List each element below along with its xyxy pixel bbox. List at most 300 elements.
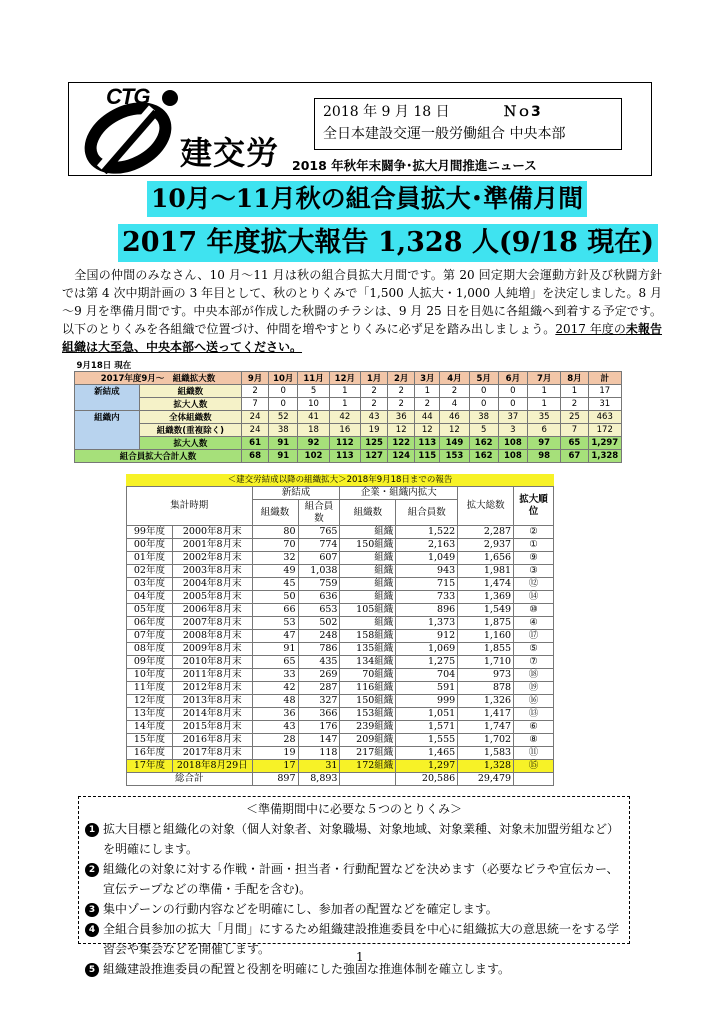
table2-row: [127, 591, 554, 604]
table2-row: [127, 708, 554, 721]
month-header: 2月: [388, 372, 415, 385]
fiscal-year: 16年度: [127, 747, 173, 760]
inside-orgs: 239組織: [340, 721, 396, 734]
table1-cell: 1: [415, 385, 440, 398]
rank: ⑲: [514, 682, 554, 695]
task-text: 集中ゾーンの行動内容などを明確にし、参加者の配置などを確定します。: [103, 902, 498, 916]
task-number-icon: 5: [85, 963, 99, 977]
new-orgs: 19: [252, 747, 298, 760]
new-members: 287: [298, 682, 340, 695]
period-date: 2012年8月末: [172, 682, 252, 695]
rank: ⑤: [514, 643, 554, 656]
newsletter-subtitle: 2018 年秋年末闘争･拡大月間推進ニュース: [292, 158, 537, 173]
group-label: 新結成: [75, 385, 140, 411]
rank: ⑪: [514, 747, 554, 760]
inside-members: 1,049: [396, 552, 458, 565]
table1-row: [75, 424, 622, 437]
inside-orgs: 150組織: [340, 695, 396, 708]
rank: ①: [514, 539, 554, 552]
period-date: 2001年8月末: [172, 539, 252, 552]
month-header: 8月: [561, 372, 588, 385]
rank: ③: [514, 565, 554, 578]
table1-header-label: 2017年度9月～ 組織拡大数: [75, 372, 242, 385]
rank: ⑫: [514, 578, 554, 591]
month-header: 6月: [498, 372, 527, 385]
table1-total-row: [75, 450, 622, 463]
fiscal-year: 03年度: [127, 578, 173, 591]
table1-cell: 0: [469, 398, 498, 411]
rank: ⑨: [514, 552, 554, 565]
new-orgs: 49: [252, 565, 298, 578]
headline-banner-2: 2017 年度拡大報告 1,328 人(9/18 現在): [118, 224, 658, 262]
new-members: 502: [298, 617, 340, 630]
rank: ④: [514, 617, 554, 630]
total-count: 1,326: [458, 695, 514, 708]
table2-row: [127, 526, 554, 539]
inside-orgs: 172組織: [340, 760, 396, 773]
sum-rank: [514, 773, 554, 786]
inside-members: 715: [396, 578, 458, 591]
preparation-tasks-box: [78, 796, 630, 976]
new-members: 118: [298, 747, 340, 760]
fiscal-year: 17年度: [127, 760, 173, 773]
monthly-expansion-table: [74, 359, 622, 463]
table1-cell: 25: [561, 411, 588, 424]
table1-cell: 10: [298, 398, 329, 411]
inside-orgs: 158組織: [340, 630, 396, 643]
task-number-icon: 1: [85, 823, 99, 837]
new-orgs: 50: [252, 591, 298, 604]
fiscal-year: 15年度: [127, 734, 173, 747]
rank: ⑧: [514, 734, 554, 747]
row-label: 組織数(重複除く): [139, 424, 241, 437]
intro-bold-request: 未報告組織は大至急、中央本部へ送ってください。: [62, 322, 662, 354]
inside-members: 1,465: [396, 747, 458, 760]
period-date: 2008年8月末: [172, 630, 252, 643]
new-members: 147: [298, 734, 340, 747]
table1-cell: 2: [388, 398, 415, 411]
table2-row: [127, 734, 554, 747]
inside-members: 1,373: [396, 617, 458, 630]
inside-orgs: 150組織: [340, 539, 396, 552]
period-date: 2002年8月末: [172, 552, 252, 565]
task-text: 拡大目標と組織化の対象（個人対象者、対象職場、対象地域、対象業種、対象未加盟労組など）を明確にします。: [103, 822, 620, 856]
table1-cell: 61: [242, 437, 269, 450]
inside-members: 999: [396, 695, 458, 708]
inside-orgs: 組織: [340, 565, 396, 578]
period-date: 2017年8月末: [172, 747, 252, 760]
total-count: 1,417: [458, 708, 514, 721]
header-new: 新結成: [252, 487, 340, 500]
table1-cell: 1: [527, 385, 560, 398]
new-orgs: 28: [252, 734, 298, 747]
new-orgs: 45: [252, 578, 298, 591]
fiscal-year: 00年度: [127, 539, 173, 552]
table1-cell: 24: [242, 411, 269, 424]
intro-underline: 2017 年度の: [555, 322, 626, 336]
new-members: 176: [298, 721, 340, 734]
table1-cell: 97: [527, 437, 560, 450]
table2-header-row-1: [127, 487, 554, 500]
table1-cell: 5: [298, 385, 329, 398]
table1-cell: 7: [561, 424, 588, 437]
task-number-icon: 4: [85, 923, 99, 937]
inside-members: 1,051: [396, 708, 458, 721]
period-date: 2014年8月末: [172, 708, 252, 721]
table1-cell: 7: [242, 398, 269, 411]
period-date: 2010年8月末: [172, 656, 252, 669]
table2-row: [127, 630, 554, 643]
new-orgs: 17: [252, 760, 298, 773]
sum-total: 29,479: [458, 773, 514, 786]
org-short-name: 建交労: [180, 134, 280, 172]
table1-cell: 162: [469, 437, 498, 450]
page-number: 1: [356, 950, 364, 964]
inside-orgs: 116組織: [340, 682, 396, 695]
table1-cell: 18: [298, 424, 329, 437]
inside-orgs: 153組織: [340, 708, 396, 721]
org-full-name: 全日本建設交運一般労働組合 中央本部: [323, 126, 566, 142]
table1-cell: 125: [361, 437, 388, 450]
rank: ⑱: [514, 669, 554, 682]
rank: ⑯: [514, 695, 554, 708]
period-date: 2015年8月末: [172, 721, 252, 734]
table1-cell: 92: [298, 437, 329, 450]
month-header: 12月: [329, 372, 360, 385]
period-date: 2013年8月末: [172, 695, 252, 708]
new-orgs: 47: [252, 630, 298, 643]
period-date: 2005年8月末: [172, 591, 252, 604]
new-members: 636: [298, 591, 340, 604]
total-count: 1,549: [458, 604, 514, 617]
table1-cell: 0: [498, 385, 527, 398]
new-members: 774: [298, 539, 340, 552]
table2-row: [127, 669, 554, 682]
table2-row: [127, 760, 554, 773]
total-cell: 124: [388, 450, 415, 463]
period-date: 2006年8月末: [172, 604, 252, 617]
new-orgs: 43: [252, 721, 298, 734]
new-members: 248: [298, 630, 340, 643]
month-header: 計: [588, 372, 621, 385]
headline-banner-1: 10月～11月秋の組合員拡大･準備月間: [147, 181, 587, 217]
total-count: 2,937: [458, 539, 514, 552]
inside-orgs: 組織: [340, 578, 396, 591]
sum-inside-orgs: [340, 773, 396, 786]
table1-cell: 0: [269, 385, 298, 398]
table1-cell: 31: [588, 398, 621, 411]
total-count: 1,702: [458, 734, 514, 747]
new-orgs: 66: [252, 604, 298, 617]
month-header: 1月: [361, 372, 388, 385]
month-header: 9月: [242, 372, 269, 385]
table2-row: [127, 747, 554, 760]
fiscal-year: 14年度: [127, 721, 173, 734]
new-members: 786: [298, 643, 340, 656]
total-cell: 162: [469, 450, 498, 463]
inside-orgs: 217組織: [340, 747, 396, 760]
period-date: 2000年8月末: [172, 526, 252, 539]
table1-caption: 9月18日 現在: [76, 361, 132, 371]
table2-row: [127, 617, 554, 630]
new-orgs: 32: [252, 552, 298, 565]
month-header: 3月: [415, 372, 440, 385]
table1-cell: 35: [527, 411, 560, 424]
fiscal-year: 09年度: [127, 656, 173, 669]
sum-label: 総合計: [127, 773, 253, 786]
task-item: [85, 919, 623, 959]
month-header: 5月: [469, 372, 498, 385]
month-header: 10月: [269, 372, 298, 385]
table2-row: [127, 682, 554, 695]
inside-members: 1,297: [396, 760, 458, 773]
total-label: 組合員拡大合計人数: [75, 450, 242, 463]
fiscal-year: 07年度: [127, 630, 173, 643]
box-title: ＜準備期間中に必要な５つのとりくみ＞: [245, 802, 462, 816]
table1-cell: 12: [388, 424, 415, 437]
rank: ⑥: [514, 721, 554, 734]
inside-members: 896: [396, 604, 458, 617]
fiscal-year: 10年度: [127, 669, 173, 682]
row-label: 組織数: [139, 385, 241, 398]
fiscal-year: 13年度: [127, 708, 173, 721]
period-date: 2009年8月末: [172, 643, 252, 656]
rank: ⑮: [514, 760, 554, 773]
table2-row: [127, 695, 554, 708]
table1-cell: 122: [388, 437, 415, 450]
header-members2: 組合員数: [396, 500, 458, 526]
table1-cell: 113: [415, 437, 440, 450]
table1-header-row: [75, 372, 622, 385]
table1-cell: 463: [588, 411, 621, 424]
inside-orgs: 組織: [340, 526, 396, 539]
task-number-icon: 3: [85, 903, 99, 917]
new-members: 31: [298, 760, 340, 773]
table1-row: [75, 411, 622, 424]
period-date: 2004年8月末: [172, 578, 252, 591]
table2-row: [127, 656, 554, 669]
issue-number: Ｎｏ3: [503, 104, 541, 120]
issue-info-box: [314, 98, 622, 150]
rank: ⑭: [514, 591, 554, 604]
inside-orgs: 組織: [340, 591, 396, 604]
fiscal-year: 04年度: [127, 591, 173, 604]
month-header: 4月: [440, 372, 469, 385]
period-date: 2007年8月末: [172, 617, 252, 630]
logo-letters: CTG: [106, 84, 150, 109]
table1-cell: 0: [498, 398, 527, 411]
inside-members: 1,571: [396, 721, 458, 734]
period-date: 2016年8月末: [172, 734, 252, 747]
total-cell: 127: [361, 450, 388, 463]
table1-cell: 41: [298, 411, 329, 424]
new-members: 327: [298, 695, 340, 708]
inside-members: 2,163: [396, 539, 458, 552]
new-members: 435: [298, 656, 340, 669]
total-cell: 1,328: [588, 450, 621, 463]
new-orgs: 53: [252, 617, 298, 630]
intro-paragraph: [62, 266, 662, 356]
union-logo: [82, 84, 192, 174]
inside-members: 591: [396, 682, 458, 695]
total-count: 1,875: [458, 617, 514, 630]
new-members: 759: [298, 578, 340, 591]
task-item: [85, 819, 623, 859]
table1-row: [75, 437, 622, 450]
sum-new-members: 8,893: [298, 773, 340, 786]
inside-members: 1,069: [396, 643, 458, 656]
task-text: 組織建設推進委員の配置と役割を明確にした強固な推進体制を確立します。: [103, 962, 511, 976]
sum-inside-members: 20,586: [396, 773, 458, 786]
header-period: 集計時期: [127, 487, 253, 526]
rank: ⑦: [514, 656, 554, 669]
table1-cell: 37: [498, 411, 527, 424]
total-cell: 98: [527, 450, 560, 463]
header-orgs: 組織数: [252, 500, 298, 526]
new-orgs: 33: [252, 669, 298, 682]
table1-cell: 91: [269, 437, 298, 450]
table1-cell: 108: [498, 437, 527, 450]
inside-members: 1,522: [396, 526, 458, 539]
header-members: 組合員数: [298, 500, 340, 526]
inside-orgs: 105組織: [340, 604, 396, 617]
new-orgs: 42: [252, 682, 298, 695]
new-members: 653: [298, 604, 340, 617]
fiscal-year: 01年度: [127, 552, 173, 565]
task-number-icon: 2: [85, 863, 99, 877]
table1-cell: 1,297: [588, 437, 621, 450]
fiscal-year: 02年度: [127, 565, 173, 578]
new-orgs: 65: [252, 656, 298, 669]
table1-cell: 0: [469, 385, 498, 398]
total-count: 1,160: [458, 630, 514, 643]
group-label: 組織内: [75, 411, 140, 450]
table1-cell: 24: [242, 424, 269, 437]
table2-row: [127, 565, 554, 578]
table1-cell: 52: [269, 411, 298, 424]
fiscal-year: 99年度: [127, 526, 173, 539]
month-header: 7月: [527, 372, 560, 385]
total-cell: 113: [329, 450, 360, 463]
table1-cell: 2: [440, 385, 469, 398]
new-members: 765: [298, 526, 340, 539]
table2-row: [127, 539, 554, 552]
table1-cell: 2: [561, 398, 588, 411]
rank: ⑰: [514, 630, 554, 643]
table1-cell: 172: [588, 424, 621, 437]
table1-cell: 149: [440, 437, 469, 450]
table1-row: [75, 385, 622, 398]
total-count: 1,369: [458, 591, 514, 604]
inside-members: 704: [396, 669, 458, 682]
new-members: 607: [298, 552, 340, 565]
table1-cell: 36: [388, 411, 415, 424]
table1-cell: 1: [329, 385, 360, 398]
table1-cell: 4: [440, 398, 469, 411]
inside-members: 1,275: [396, 656, 458, 669]
period-date: 2003年8月末: [172, 565, 252, 578]
table1-cell: 38: [269, 424, 298, 437]
total-count: 1,583: [458, 747, 514, 760]
table2-sum-row: [127, 773, 554, 786]
total-count: 1,855: [458, 643, 514, 656]
table2-row: [127, 604, 554, 617]
table1-cell: 42: [329, 411, 360, 424]
table1-cell: 1: [329, 398, 360, 411]
inside-orgs: 組織: [340, 617, 396, 630]
fiscal-year: 11年度: [127, 682, 173, 695]
header-rank: 拡大順位: [514, 487, 554, 526]
row-label: 拡大人数: [139, 398, 241, 411]
table1-cell: 6: [527, 424, 560, 437]
table1-cell: 2: [415, 398, 440, 411]
total-cell: 91: [269, 450, 298, 463]
total-cell: 67: [561, 450, 588, 463]
inside-orgs: 組織: [340, 552, 396, 565]
new-members: 366: [298, 708, 340, 721]
total-count: 1,328: [458, 760, 514, 773]
new-orgs: 91: [252, 643, 298, 656]
table1-cell: 2: [361, 385, 388, 398]
table1-cell: 38: [469, 411, 498, 424]
total-count: 878: [458, 682, 514, 695]
table1-cell: 44: [415, 411, 440, 424]
table2-row: [127, 643, 554, 656]
fiscal-year: 06年度: [127, 617, 173, 630]
row-label: 全体組織数: [139, 411, 241, 424]
task-item: [85, 899, 623, 919]
new-orgs: 48: [252, 695, 298, 708]
total-count: 973: [458, 669, 514, 682]
table1-cell: 12: [415, 424, 440, 437]
table1-cell: 19: [361, 424, 388, 437]
table1-cell: 112: [329, 437, 360, 450]
fiscal-year: 05年度: [127, 604, 173, 617]
month-header: 11月: [298, 372, 329, 385]
new-members: 269: [298, 669, 340, 682]
rank: ⑩: [514, 604, 554, 617]
total-cell: 115: [415, 450, 440, 463]
intro-text: 全国の仲間のみなさん、10 月～11 月は秋の組合員拡大月間です。第 20 回定期大会運動方針及び秋闘方針では第 4 次中期計画の 3 年目として、秋のとりくみで「1,500 人拡大・1,000 人純増」を決定しました。8 月～9 月を準備月間です。中央本部が作成した秋闘のチラシは、9 月 25 日を目処に各組織へ到着する予定です。以下のとりくみを各組織で位置づけ、仲間を増やすとりくみに必ず足を踏み出しましょう。: [62, 268, 662, 336]
total-cell: 108: [498, 450, 527, 463]
inside-orgs: 209組織: [340, 734, 396, 747]
inside-orgs: 134組織: [340, 656, 396, 669]
table1-cell: 0: [269, 398, 298, 411]
table1-cell: 65: [561, 437, 588, 450]
new-orgs: 80: [252, 526, 298, 539]
total-cell: 102: [298, 450, 329, 463]
fiscal-year: 12年度: [127, 695, 173, 708]
new-orgs: 36: [252, 708, 298, 721]
inside-members: 943: [396, 565, 458, 578]
table1-cell: 2: [242, 385, 269, 398]
total-count: 1,656: [458, 552, 514, 565]
table1-cell: 1: [527, 398, 560, 411]
table2-caption: ＜建交労結成以降の組織拡大＞2018年9月18日までの報告: [126, 474, 554, 486]
rank: ②: [514, 526, 554, 539]
logo-swirl-icon: [82, 98, 178, 174]
fiscal-year: 08年度: [127, 643, 173, 656]
table1-cell: 1: [561, 385, 588, 398]
table1-cell: 3: [498, 424, 527, 437]
total-count: 1,981: [458, 565, 514, 578]
inside-orgs: 135組織: [340, 643, 396, 656]
table1-cell: 2: [388, 385, 415, 398]
table2-row: [127, 552, 554, 565]
table1-cell: 17: [588, 385, 621, 398]
total-count: 1,747: [458, 721, 514, 734]
header-inside: 企業・組織内拡大: [340, 487, 458, 500]
